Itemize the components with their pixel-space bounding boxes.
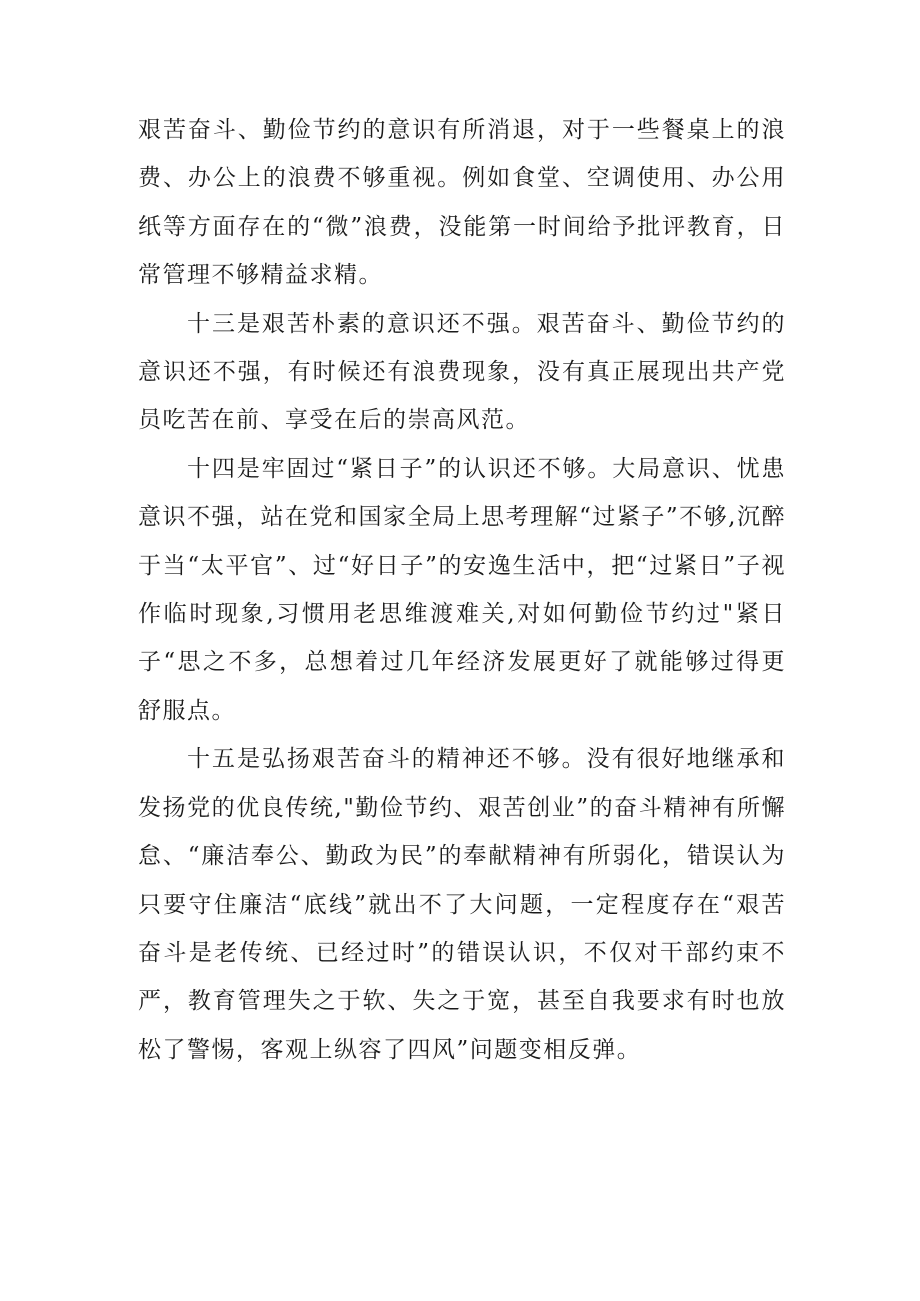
paragraph-item-14: 十四是牢固过“紧日子”的认识还不够。大局意识、忧患意识不强，站在党和国家全局上思考理解“过紧子”不够,沉醉于当“太平官”、过“好日子”的安逸生活中，把“过紧日”子视作临时现象,习惯用老思维渡难关,对如何勤俭节约过"紧日子“思之不多，总想着过几年经济发展更好了就能够过得更舒服点。: [138, 455, 786, 724]
paragraph-continuation: 艰苦奋斗、勤俭节约的意识有所消退，对于一些餐桌上的浪费、办公上的浪费不够重视。例如食堂、空调使用、办公用纸等方面存在的“微”浪费，没能第一时间给予批评教育，日常管理不够精益求精。: [138, 117, 786, 289]
paragraph-item-13: 十三是艰苦朴素的意识还不强。艰苦奋斗、勤俭节约的意识还不强，有时候还有浪费现象，没有真正展现出共产党员吃苦在前、享受在后的崇高风范。: [138, 310, 786, 434]
paragraph-item-15: 十五是弘扬艰苦奋斗的精神还不够。没有很好地继承和发扬党的优良传统,"勤俭节约、艰苦创业”的奋斗精神有所懈怠、“廉洁奉公、勤政为民”的奉献精神有所弱化，错误认为只要守住廉洁“底线”就出不了大问题，一定程度存在“艰苦奋斗是老传统、已经过时”的错误认识，不仅对干部约束不严，教育管理失之于软、失之于宽，甚至自我要求有时也放松了警惕，客观上纵容了四风”问题变相反弹。: [138, 746, 786, 1063]
document-body: [138, 106, 786, 1074]
